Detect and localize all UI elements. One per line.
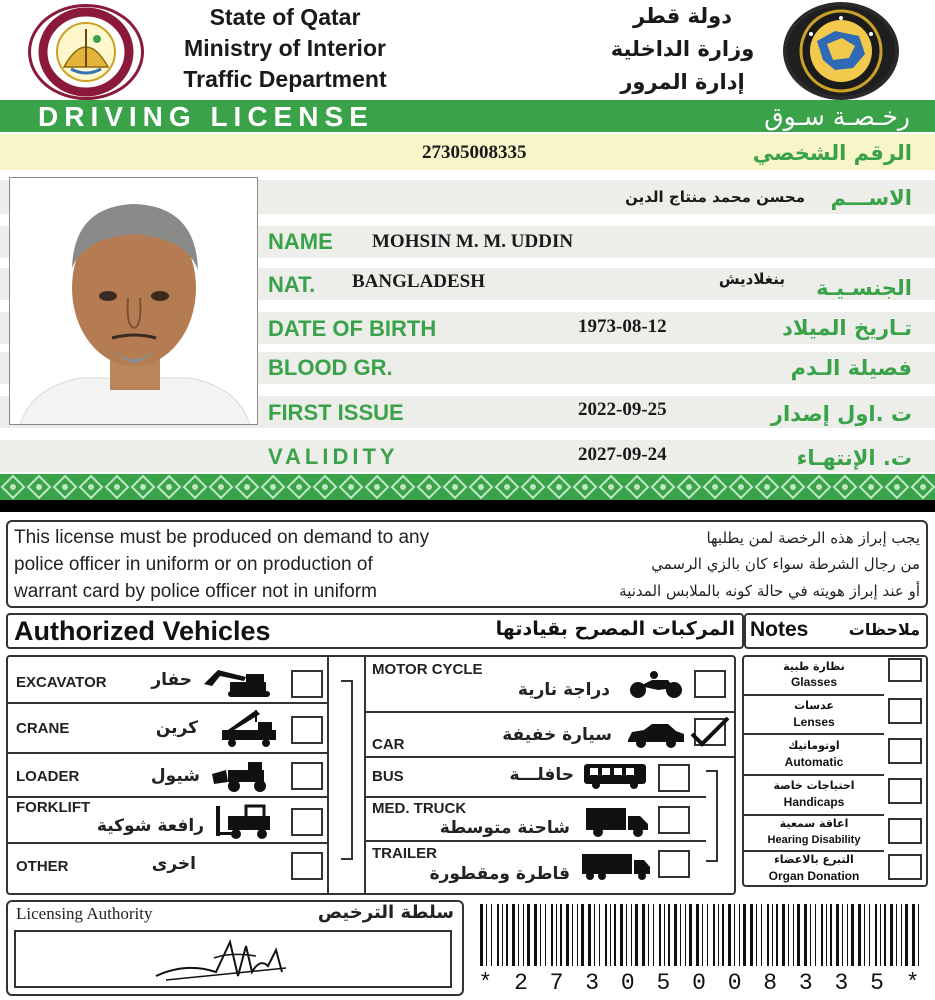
vehicles-title-ar: المركبات المصرح بقيادتها (495, 618, 735, 640)
barcode-bar (826, 904, 827, 966)
validity-label-ar: ت. الإنتهـاء (796, 446, 912, 470)
license-title: DRIVING LICENSE (38, 101, 374, 132)
barcode-bar (659, 904, 661, 966)
vehicle-other-label: OTHER (16, 858, 69, 875)
notice-en-line2: police officer in uniform or on production of (14, 554, 373, 575)
note-automatic-ar: اوتوماتيك (788, 739, 840, 752)
note-lenses-ar: عدسات (794, 699, 834, 712)
row-line (744, 733, 884, 735)
barcode-bar (918, 904, 919, 966)
first-issue-value: 2022-09-25 (578, 399, 667, 420)
vehicle-crane-label-ar: كرين (155, 718, 198, 738)
barcode-bar (572, 904, 573, 966)
barcode-bar (821, 904, 823, 966)
barcode-bar (728, 904, 731, 966)
nationality-label: NAT. (268, 272, 316, 297)
vehicle-truck-label-ar: شاحنة متوسطة (439, 818, 570, 838)
ministry-emblem-graphic (31, 7, 141, 97)
barcode-bar (707, 904, 708, 966)
barcode-bar (875, 904, 877, 966)
barcode-bar (518, 904, 519, 966)
note-organ-ar: التبرع بالاعضاء (774, 853, 854, 866)
notice-en-line1: This license must be produced on demand to any (14, 527, 430, 548)
barcode-bar (594, 904, 595, 966)
vehicle-loader-checkbox[interactable] (291, 762, 323, 790)
barcode-bar (506, 904, 508, 966)
barcode-bar (836, 904, 839, 966)
barcode-bar (767, 904, 769, 966)
grid-divider-left (327, 655, 329, 895)
barcode-bar (788, 904, 789, 966)
first-issue-label: FIRST ISSUE (268, 400, 404, 425)
middle-group-bracket (706, 770, 718, 862)
note-glasses-ar: نظارة طبية (783, 660, 845, 673)
vehicle-other-checkbox[interactable] (291, 852, 323, 880)
barcode-bar (750, 904, 753, 966)
barcode-bar (761, 904, 762, 966)
motorcycle-icon (628, 670, 684, 700)
note-glasses-checkbox[interactable] (888, 658, 922, 682)
truck-icon (584, 806, 650, 838)
note-handicaps-ar: احتياجات خاصة (773, 779, 855, 792)
barcode-bar (653, 904, 654, 966)
barcode-bar (739, 904, 740, 966)
barcode-bar (551, 904, 553, 966)
barcode-bar (718, 904, 719, 966)
note-lenses-label: Lenses (793, 715, 835, 729)
barcode-bar (804, 904, 807, 966)
header-state: State of Qatar (209, 4, 361, 30)
barcode-bar (527, 904, 530, 966)
barcode-bar (815, 904, 816, 966)
barcode-bar (869, 904, 870, 966)
vehicle-forklift-checkbox[interactable] (291, 808, 323, 836)
name-value: MOHSIN M. M. UDDIN (372, 231, 574, 252)
barcode-bar (635, 904, 638, 966)
barcode-bar (642, 904, 645, 966)
vehicle-excavator-label-ar: حفار (151, 670, 192, 690)
signature-mark (16, 932, 450, 986)
barcode-bar (734, 904, 735, 966)
barcode-bar (631, 904, 632, 966)
vehicle-motorcycle-label-ar: دراجة نارية (517, 680, 610, 700)
barcode-bar (901, 904, 902, 966)
barcode-bar (905, 904, 908, 966)
personal-number-value: 27305008335 (422, 142, 527, 163)
vehicle-car-label: CAR (372, 736, 405, 753)
vehicle-trailer-checkbox[interactable] (658, 850, 690, 878)
vehicle-car-label-ar: سيارة خفيفة (502, 725, 612, 745)
barcode-bar (664, 904, 665, 966)
validity-label: VALIDITY (268, 444, 399, 469)
row-line (744, 814, 884, 816)
barcode-bar (793, 904, 794, 966)
card-divider (0, 500, 935, 512)
barcode-bar (486, 904, 487, 966)
personal-number-label-ar: الرقم الشخصي (752, 141, 912, 165)
barcode-bar (847, 904, 848, 966)
barcode-bar (534, 904, 537, 966)
barcode-bar (540, 904, 541, 966)
barcode-bar (648, 904, 649, 966)
vehicle-loader-label: LOADER (16, 768, 80, 785)
barcode-bar (851, 904, 854, 966)
dob-value: 1973-08-12 (578, 316, 667, 337)
nationality-value-ar: بنغلاديش (718, 270, 785, 288)
name-value-ar: محسن محمد منتاج الدين (625, 188, 805, 206)
left-group-bracket (341, 680, 353, 860)
notice-ar-line2: من رجال الشرطة سواء كان بالزي الرسمي (651, 555, 920, 573)
loader-icon (210, 760, 280, 792)
note-automatic-checkbox[interactable] (888, 738, 922, 764)
header-ministry: Ministry of Interior (184, 35, 386, 61)
row-line (744, 774, 884, 776)
header-department: Traffic Department (183, 66, 387, 92)
vehicle-motorcycle-checkbox[interactable] (694, 670, 726, 698)
barcode-bar (722, 904, 724, 966)
dob-label-ar: تـاريخ الميلاد (782, 316, 912, 340)
row-line (8, 796, 327, 798)
barcode-bar (842, 904, 843, 966)
pattern-graphic (0, 474, 935, 500)
barcode-bar (782, 904, 785, 966)
note-hearing-checkbox[interactable] (888, 818, 922, 844)
barcode-bar (696, 904, 699, 966)
vehicle-excavator-label: EXCAVATOR (16, 674, 107, 691)
row-line (366, 756, 736, 758)
barcode-bar (668, 904, 670, 966)
row-line (744, 694, 884, 696)
barcode-bar (512, 904, 515, 966)
note-organ-label: Organ Donation (768, 869, 860, 883)
first-issue-label-ar: ت .اول إصدار (770, 402, 912, 426)
barcode-bar (605, 904, 607, 966)
vehicle-bus-label-ar: حافلـــة (509, 765, 574, 785)
vehicle-other-label-ar: اخرى (151, 854, 196, 874)
license-back (0, 512, 935, 1000)
barcode-bar (626, 904, 627, 966)
decorative-pattern (0, 474, 935, 500)
dob-label: DATE OF BIRTH (268, 316, 437, 341)
barcode-bar (581, 904, 584, 966)
nationality-label-ar: الجنسـيـة (816, 276, 912, 300)
notice-ar-line1: يجب إبراز هذه الرخصة لمن يطلبها (706, 529, 920, 547)
barcode-bar (685, 904, 686, 966)
validity-value: 2027-09-24 (578, 444, 667, 465)
vehicle-bus-label: BUS (372, 768, 404, 785)
barcode-bar (502, 904, 503, 966)
row-line (8, 752, 327, 754)
vehicle-forklift-label: FORKLIFT (16, 799, 91, 816)
row-line (366, 796, 706, 798)
license-title-ar: رخـصـة سـوق (764, 102, 910, 131)
barcode-bar (890, 904, 893, 966)
vehicles-title: Authorized Vehicles (14, 616, 271, 646)
barcode-bar (896, 904, 897, 966)
nationality-value: BANGLADESH (352, 271, 486, 292)
barcode-bar (480, 904, 483, 966)
barcode-bar (577, 904, 578, 966)
notes-title-ar: ملاحظات (848, 620, 920, 639)
vehicle-trailer-label-ar: قاطرة ومقطورة (429, 864, 570, 884)
check-mark-icon (688, 714, 732, 748)
barcode-bar (588, 904, 591, 966)
vehicle-forklift-label-ar: رافعة شوكية (96, 816, 204, 836)
barcode-bar (560, 904, 562, 966)
barcode-bar (884, 904, 886, 966)
vehicle-trailer-label: TRAILER (372, 845, 437, 862)
row-line (744, 850, 884, 852)
vehicle-loader-label-ar: شيول (150, 766, 200, 786)
vehicle-crane-checkbox[interactable] (291, 716, 323, 744)
barcode-bar (858, 904, 861, 966)
barcode-bar (776, 904, 778, 966)
signature-box (14, 930, 452, 988)
barcode-bar (772, 904, 773, 966)
gcc-emblem-graphic (787, 6, 895, 96)
note-organ-checkbox[interactable] (888, 854, 922, 880)
bus-icon (582, 762, 648, 790)
vehicle-crane-label: CRANE (16, 720, 70, 737)
header-department-ar: إدارة المرور (620, 70, 745, 94)
forklift-icon (212, 804, 278, 840)
row-line (8, 842, 327, 844)
barcode (474, 904, 928, 1000)
excavator-icon (200, 668, 278, 698)
barcode-bar (497, 904, 499, 966)
notes-title: Notes (750, 618, 809, 641)
barcode-bar (556, 904, 557, 966)
crane-icon (218, 708, 280, 748)
vehicle-excavator-checkbox[interactable] (291, 670, 323, 698)
car-icon (626, 722, 686, 748)
barcode-bar (674, 904, 677, 966)
barcode-bar (912, 904, 915, 966)
header-ministry-ar: وزارة الداخلية (610, 37, 755, 61)
name-label: NAME (268, 229, 333, 254)
vehicle-motorcycle-label: MOTOR CYCLE (372, 661, 483, 678)
licensing-authority-label: Licensing Authority (16, 904, 153, 923)
notice-en-line3: warrant card by police officer not in uniform (14, 581, 377, 602)
notice-ar-line3: أو عند إبراز هويته في حالة كونه بالملابس المدنية (619, 582, 920, 600)
trailer-icon (580, 850, 652, 882)
note-glasses-label: Glasses (790, 675, 838, 689)
blood-group-label-ar: فصيلة الـدم (790, 356, 912, 380)
licensing-authority-label-ar: سلطة الترخيص (317, 902, 454, 923)
row-line (366, 840, 706, 842)
holder-photo-graphic (10, 178, 258, 425)
barcode-bar (743, 904, 746, 966)
barcode-bar (523, 904, 524, 966)
row-line (8, 702, 327, 704)
note-hearing-ar: اعاقة سمعية (779, 817, 849, 830)
barcode-bar (566, 904, 569, 966)
gcc-emblem (783, 2, 899, 100)
note-lenses-checkbox[interactable] (888, 698, 922, 724)
blood-group-label: BLOOD GR. (268, 355, 393, 380)
grid-divider-middle (364, 655, 366, 895)
barcode-bar (864, 904, 865, 966)
barcode-bar (689, 904, 692, 966)
row-line (366, 711, 736, 713)
barcode-bar (756, 904, 757, 966)
barcode-bar (610, 904, 611, 966)
barcode-bar (797, 904, 800, 966)
note-automatic-label: Automatic (784, 755, 844, 769)
barcode-bar (702, 904, 703, 966)
barcode-bar (810, 904, 811, 966)
barcode-bar (545, 904, 546, 966)
note-handicaps-checkbox[interactable] (888, 778, 922, 804)
vehicle-truck-checkbox[interactable] (658, 806, 690, 834)
barcode-number: * 2 7 3 0 5 0 0 8 3 3 5 * (478, 970, 924, 996)
vehicle-bus-checkbox[interactable] (658, 764, 690, 792)
note-handicaps-label: Handicaps (783, 795, 845, 809)
barcode-bars (474, 904, 928, 966)
barcode-bar (614, 904, 616, 966)
header-state-ar: دولة قطر (632, 4, 733, 28)
ministry-emblem (28, 4, 144, 100)
holder-photo (9, 177, 258, 425)
barcode-bar (830, 904, 832, 966)
barcode-bar (680, 904, 681, 966)
note-hearing-label: Hearing Disability (767, 834, 861, 846)
barcode-bar (713, 904, 715, 966)
barcode-bar (620, 904, 623, 966)
vehicle-truck-label: MED. TRUCK (372, 800, 467, 817)
name-label-ar: الاســـم (830, 186, 912, 210)
barcode-bar (491, 904, 492, 966)
barcode-bar (599, 904, 600, 966)
barcode-bar (880, 904, 881, 966)
